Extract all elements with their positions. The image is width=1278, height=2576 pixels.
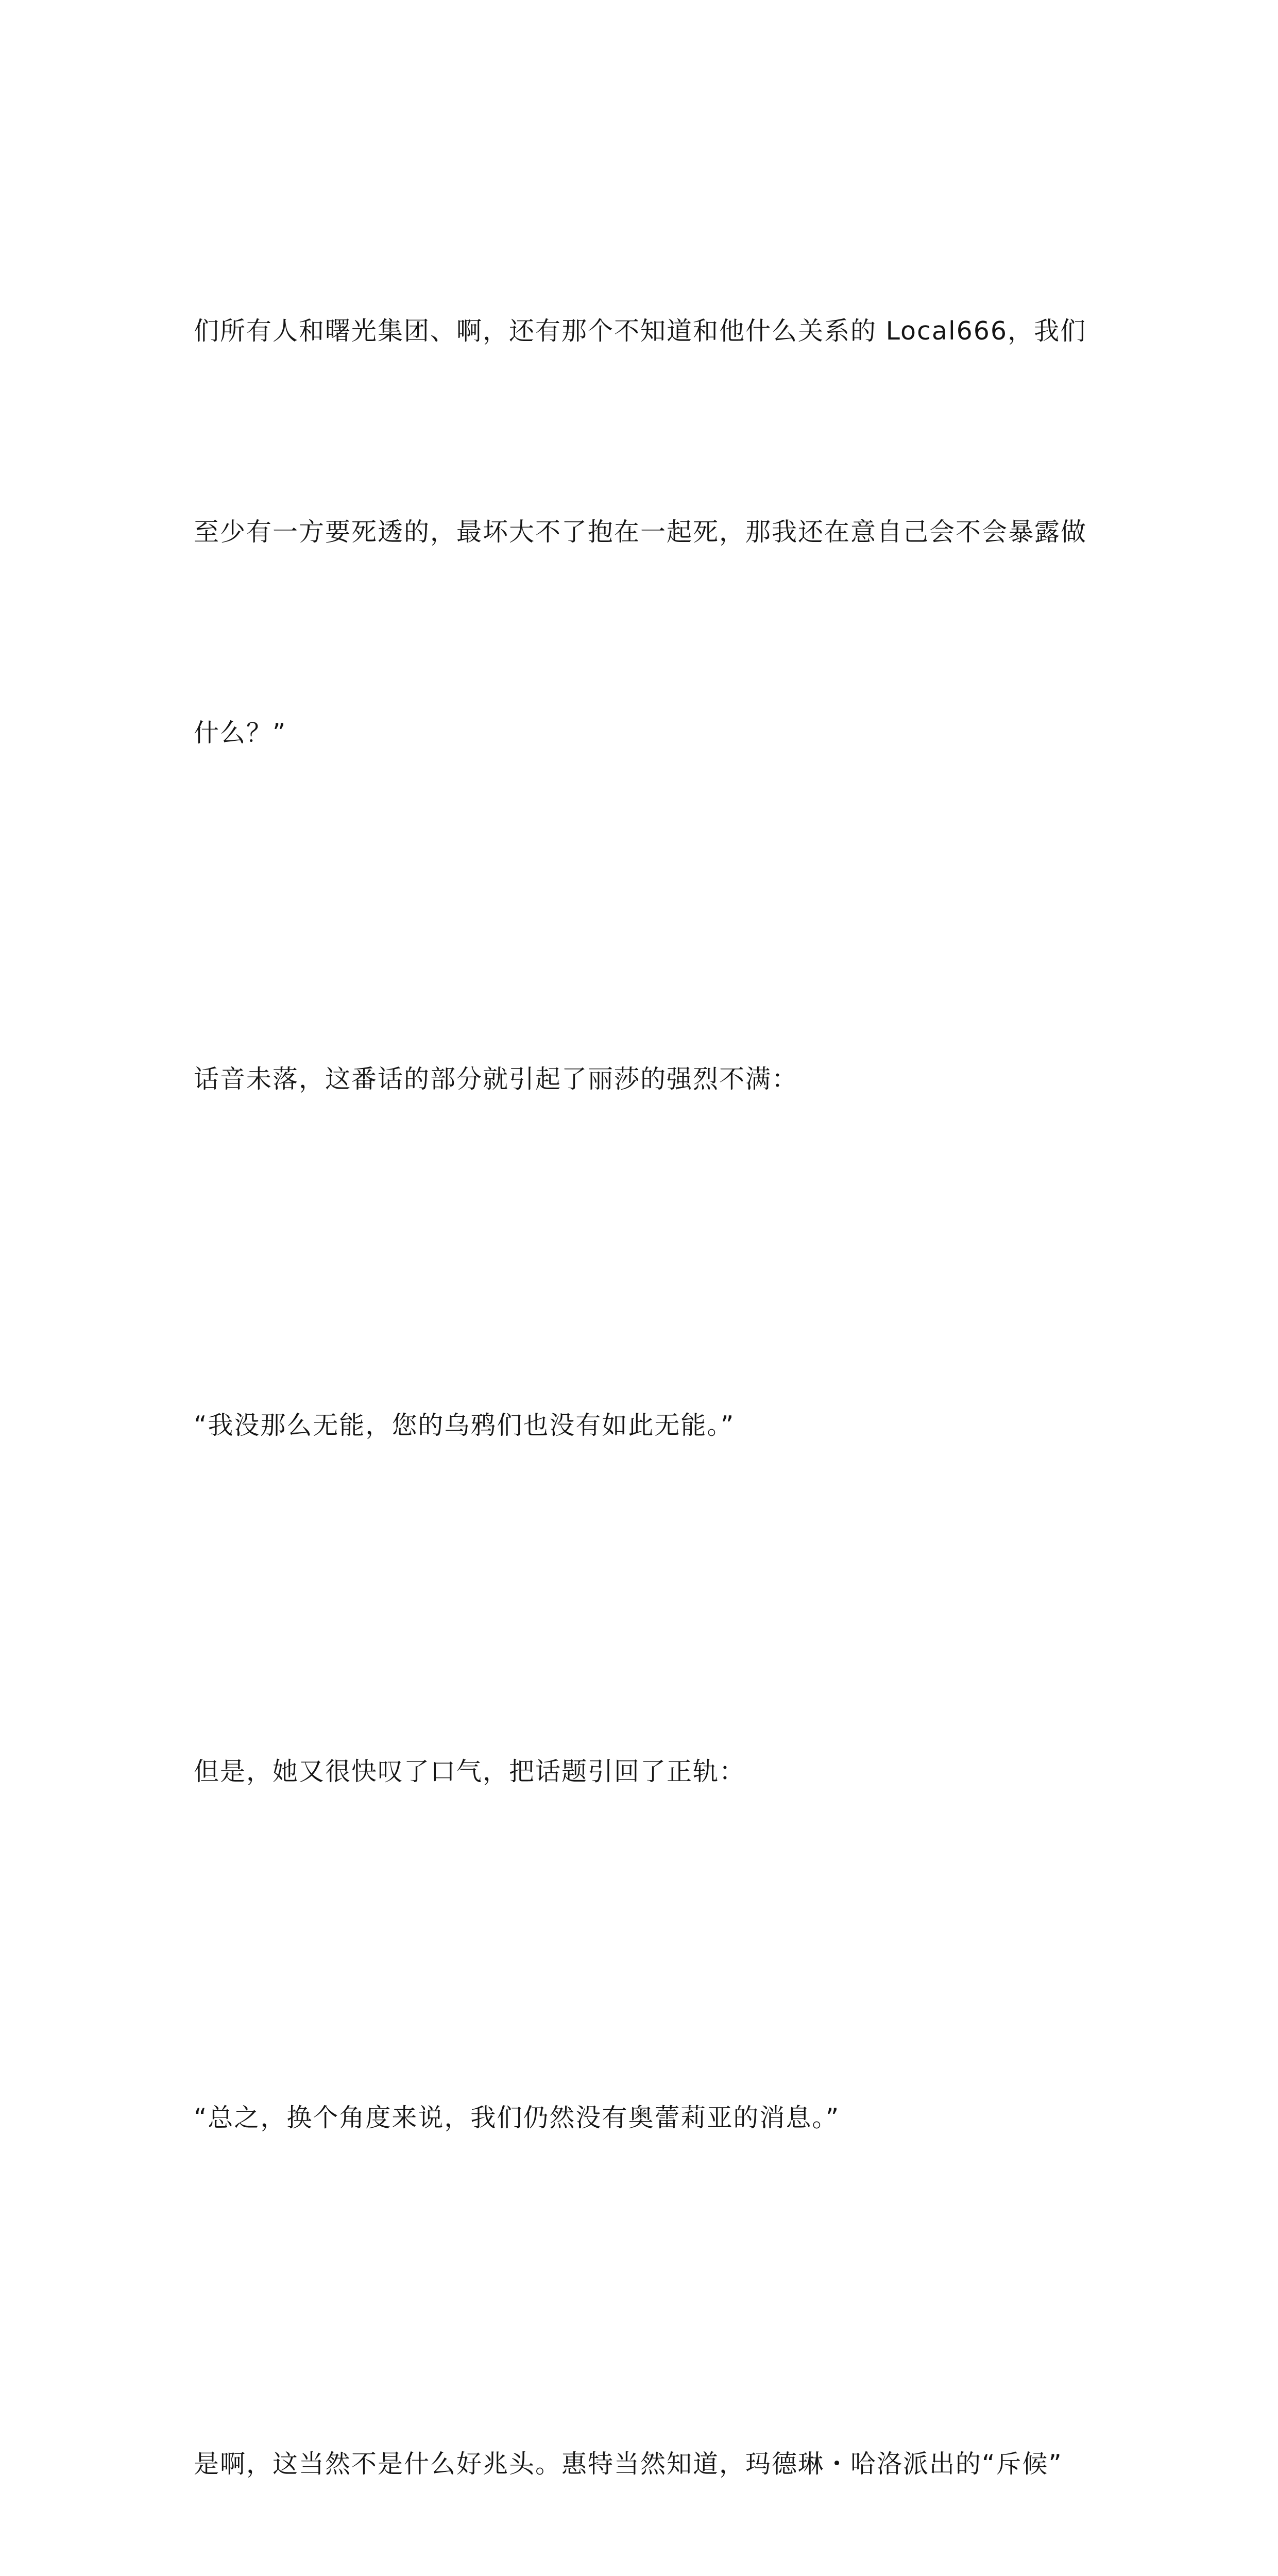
paragraph-3: [194, 1258, 1090, 1593]
paragraph-6: [194, 2297, 1090, 2576]
paragraph-5: [194, 1951, 1090, 2285]
text-line: 至少有一方要死透的，最坏大不了抱在一起死，那我还在意自己会不会暴露做: [194, 517, 1087, 547]
text-line: “我没那么无能，您的乌鸦们也没有如此无能。”: [194, 1411, 735, 1440]
text-line: 们所有人和曙光集团、啊，还有那个不知道和他什么关系的 Local666，我们: [194, 316, 1087, 346]
paragraph-2: [194, 912, 1090, 1247]
text-line: 什么？”: [194, 718, 287, 748]
paragraph-4: [194, 1604, 1090, 1939]
text-line: 但是，她又很快叹了口气，把话题引回了正轨：: [194, 1757, 746, 1786]
text-line: 话音未落，这番话的部分就引起了丽莎的强烈不满：: [194, 1064, 798, 1094]
paragraph-1: [194, 164, 1090, 901]
text-line: “总之，换个角度来说，我们仍然没有奥蕾莉亚的消息。”: [194, 2103, 840, 2132]
document-body: [194, 164, 1090, 2576]
text-line: 是啊，这当然不是什么好兆头。惠特当然知道，玛德琳・哈洛派出的“斥候”: [194, 2449, 1063, 2479]
